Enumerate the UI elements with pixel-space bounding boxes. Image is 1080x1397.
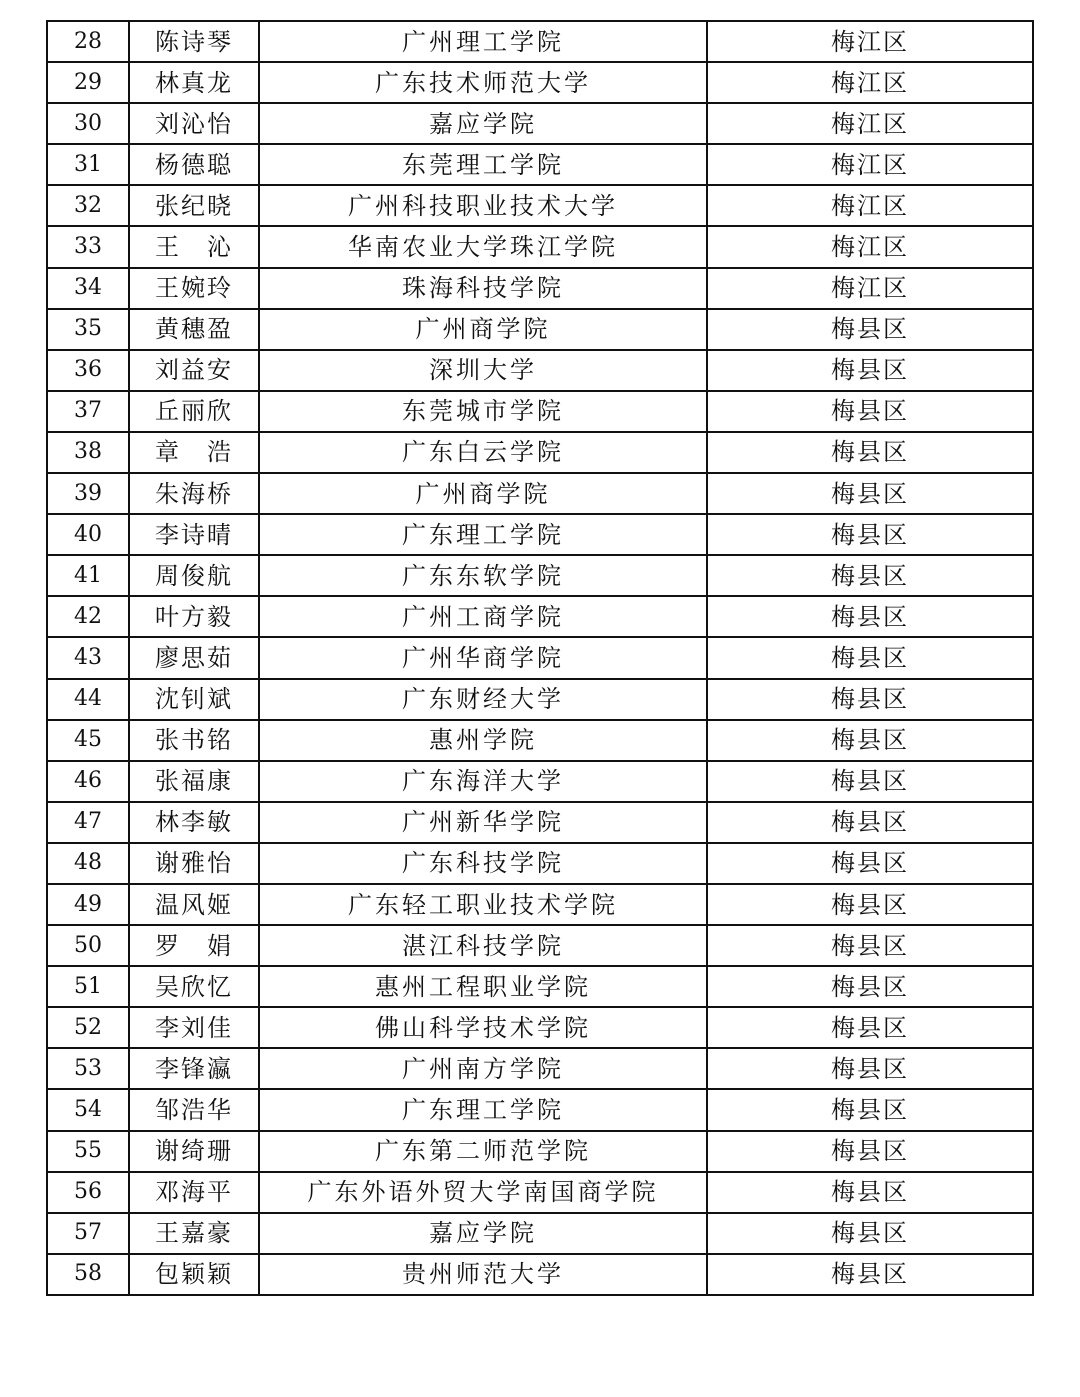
row-number-cell: 58 bbox=[47, 1254, 129, 1295]
table-row bbox=[47, 720, 1033, 761]
row-number-cell: 56 bbox=[47, 1172, 129, 1213]
school-cell: 嘉应学院 bbox=[259, 1213, 707, 1254]
student-name-cell: 吴欣忆 bbox=[129, 966, 259, 1007]
table-row bbox=[47, 103, 1033, 144]
school-cell: 广东第二师范学院 bbox=[259, 1131, 707, 1172]
table-row bbox=[47, 925, 1033, 966]
school-cell: 广州理工学院 bbox=[259, 21, 707, 62]
school-cell: 惠州学院 bbox=[259, 720, 707, 761]
table-row bbox=[47, 1089, 1033, 1130]
row-number-cell: 33 bbox=[47, 226, 129, 267]
row-number-cell: 57 bbox=[47, 1213, 129, 1254]
school-cell: 广东外语外贸大学南国商学院 bbox=[259, 1172, 707, 1213]
row-number-cell: 29 bbox=[47, 62, 129, 103]
district-cell: 梅县区 bbox=[707, 596, 1033, 637]
school-cell: 广东理工学院 bbox=[259, 514, 707, 555]
row-number-cell: 50 bbox=[47, 925, 129, 966]
district-cell: 梅县区 bbox=[707, 350, 1033, 391]
student-name-cell: 邓海平 bbox=[129, 1172, 259, 1213]
table-row bbox=[47, 309, 1033, 350]
school-cell: 深圳大学 bbox=[259, 350, 707, 391]
row-number-cell: 38 bbox=[47, 432, 129, 473]
district-cell: 梅县区 bbox=[707, 761, 1033, 802]
district-cell: 梅县区 bbox=[707, 514, 1033, 555]
table-row bbox=[47, 514, 1033, 555]
school-cell: 东莞城市学院 bbox=[259, 391, 707, 432]
row-number-cell: 45 bbox=[47, 720, 129, 761]
district-cell: 梅县区 bbox=[707, 637, 1033, 678]
district-cell: 梅县区 bbox=[707, 679, 1033, 720]
table-row bbox=[47, 350, 1033, 391]
student-name-cell: 黄穗盈 bbox=[129, 309, 259, 350]
student-name-cell: 刘沁怡 bbox=[129, 103, 259, 144]
table-row bbox=[47, 1131, 1033, 1172]
student-name-cell: 李刘佳 bbox=[129, 1007, 259, 1048]
table-row bbox=[47, 555, 1033, 596]
school-cell: 广东轻工职业技术学院 bbox=[259, 884, 707, 925]
district-cell: 梅县区 bbox=[707, 802, 1033, 843]
school-cell: 广州商学院 bbox=[259, 473, 707, 514]
student-name-cell: 沈钊斌 bbox=[129, 679, 259, 720]
student-name-cell: 杨德聪 bbox=[129, 144, 259, 185]
district-cell: 梅江区 bbox=[707, 103, 1033, 144]
row-number-cell: 43 bbox=[47, 637, 129, 678]
table-row bbox=[47, 843, 1033, 884]
district-cell: 梅县区 bbox=[707, 309, 1033, 350]
table-row bbox=[47, 761, 1033, 802]
table-row bbox=[47, 802, 1033, 843]
school-cell: 广东技术师范大学 bbox=[259, 62, 707, 103]
row-number-cell: 39 bbox=[47, 473, 129, 514]
student-name-cell: 张书铭 bbox=[129, 720, 259, 761]
student-name-cell: 李锋瀛 bbox=[129, 1048, 259, 1089]
table-row bbox=[47, 1254, 1033, 1295]
table-row bbox=[47, 62, 1033, 103]
row-number-cell: 53 bbox=[47, 1048, 129, 1089]
school-cell: 广州新华学院 bbox=[259, 802, 707, 843]
roster-table-body bbox=[47, 21, 1033, 1295]
school-cell: 珠海科技学院 bbox=[259, 268, 707, 309]
district-cell: 梅江区 bbox=[707, 226, 1033, 267]
table-row bbox=[47, 679, 1033, 720]
row-number-cell: 31 bbox=[47, 144, 129, 185]
district-cell: 梅县区 bbox=[707, 925, 1033, 966]
table-row bbox=[47, 268, 1033, 309]
student-name-cell: 谢雅怡 bbox=[129, 843, 259, 884]
student-name-cell: 叶方毅 bbox=[129, 596, 259, 637]
school-cell: 广东科技学院 bbox=[259, 843, 707, 884]
district-cell: 梅县区 bbox=[707, 1007, 1033, 1048]
school-cell: 广州工商学院 bbox=[259, 596, 707, 637]
student-name-cell: 廖思茹 bbox=[129, 637, 259, 678]
table-row bbox=[47, 1048, 1033, 1089]
school-cell: 嘉应学院 bbox=[259, 103, 707, 144]
student-name-cell: 谢绮珊 bbox=[129, 1131, 259, 1172]
table-row bbox=[47, 21, 1033, 62]
table-row bbox=[47, 966, 1033, 1007]
student-name-cell: 章 浩 bbox=[129, 432, 259, 473]
student-name-cell: 王嘉豪 bbox=[129, 1213, 259, 1254]
district-cell: 梅县区 bbox=[707, 720, 1033, 761]
school-cell: 华南农业大学珠江学院 bbox=[259, 226, 707, 267]
school-cell: 惠州工程职业学院 bbox=[259, 966, 707, 1007]
district-cell: 梅县区 bbox=[707, 966, 1033, 1007]
district-cell: 梅县区 bbox=[707, 1172, 1033, 1213]
table-row bbox=[47, 391, 1033, 432]
row-number-cell: 44 bbox=[47, 679, 129, 720]
district-cell: 梅县区 bbox=[707, 1048, 1033, 1089]
table-row bbox=[47, 1213, 1033, 1254]
district-cell: 梅江区 bbox=[707, 21, 1033, 62]
table-row bbox=[47, 473, 1033, 514]
district-cell: 梅县区 bbox=[707, 1089, 1033, 1130]
school-cell: 广东白云学院 bbox=[259, 432, 707, 473]
district-cell: 梅江区 bbox=[707, 144, 1033, 185]
student-name-cell: 温风姬 bbox=[129, 884, 259, 925]
student-name-cell: 李诗晴 bbox=[129, 514, 259, 555]
student-name-cell: 陈诗琴 bbox=[129, 21, 259, 62]
table-row bbox=[47, 185, 1033, 226]
row-number-cell: 55 bbox=[47, 1131, 129, 1172]
student-name-cell: 包颖颖 bbox=[129, 1254, 259, 1295]
row-number-cell: 49 bbox=[47, 884, 129, 925]
district-cell: 梅江区 bbox=[707, 62, 1033, 103]
roster-table bbox=[46, 20, 1034, 1296]
table-row bbox=[47, 144, 1033, 185]
student-name-cell: 邹浩华 bbox=[129, 1089, 259, 1130]
table-row bbox=[47, 884, 1033, 925]
district-cell: 梅江区 bbox=[707, 268, 1033, 309]
row-number-cell: 48 bbox=[47, 843, 129, 884]
row-number-cell: 51 bbox=[47, 966, 129, 1007]
table-row bbox=[47, 1172, 1033, 1213]
school-cell: 湛江科技学院 bbox=[259, 925, 707, 966]
row-number-cell: 37 bbox=[47, 391, 129, 432]
school-cell: 广东东软学院 bbox=[259, 555, 707, 596]
school-cell: 贵州师范大学 bbox=[259, 1254, 707, 1295]
district-cell: 梅县区 bbox=[707, 843, 1033, 884]
district-cell: 梅县区 bbox=[707, 432, 1033, 473]
table-row bbox=[47, 226, 1033, 267]
table-row bbox=[47, 1007, 1033, 1048]
row-number-cell: 42 bbox=[47, 596, 129, 637]
row-number-cell: 46 bbox=[47, 761, 129, 802]
school-cell: 广州科技职业技术大学 bbox=[259, 185, 707, 226]
school-cell: 东莞理工学院 bbox=[259, 144, 707, 185]
school-cell: 广州华商学院 bbox=[259, 637, 707, 678]
student-name-cell: 丘丽欣 bbox=[129, 391, 259, 432]
student-name-cell: 周俊航 bbox=[129, 555, 259, 596]
district-cell: 梅县区 bbox=[707, 1213, 1033, 1254]
row-number-cell: 30 bbox=[47, 103, 129, 144]
student-name-cell: 张纪晓 bbox=[129, 185, 259, 226]
row-number-cell: 40 bbox=[47, 514, 129, 555]
district-cell: 梅县区 bbox=[707, 1131, 1033, 1172]
student-name-cell: 罗 娟 bbox=[129, 925, 259, 966]
row-number-cell: 32 bbox=[47, 185, 129, 226]
student-name-cell: 张福康 bbox=[129, 761, 259, 802]
row-number-cell: 28 bbox=[47, 21, 129, 62]
school-cell: 广东财经大学 bbox=[259, 679, 707, 720]
row-number-cell: 35 bbox=[47, 309, 129, 350]
district-cell: 梅县区 bbox=[707, 1254, 1033, 1295]
district-cell: 梅县区 bbox=[707, 884, 1033, 925]
student-name-cell: 王婉玲 bbox=[129, 268, 259, 309]
row-number-cell: 52 bbox=[47, 1007, 129, 1048]
table-row bbox=[47, 596, 1033, 637]
student-name-cell: 林李敏 bbox=[129, 802, 259, 843]
district-cell: 梅县区 bbox=[707, 555, 1033, 596]
school-cell: 广州南方学院 bbox=[259, 1048, 707, 1089]
student-name-cell: 朱海桥 bbox=[129, 473, 259, 514]
table-row bbox=[47, 432, 1033, 473]
row-number-cell: 41 bbox=[47, 555, 129, 596]
district-cell: 梅江区 bbox=[707, 185, 1033, 226]
school-cell: 佛山科学技术学院 bbox=[259, 1007, 707, 1048]
student-name-cell: 王 沁 bbox=[129, 226, 259, 267]
school-cell: 广东海洋大学 bbox=[259, 761, 707, 802]
school-cell: 广东理工学院 bbox=[259, 1089, 707, 1130]
row-number-cell: 34 bbox=[47, 268, 129, 309]
row-number-cell: 54 bbox=[47, 1089, 129, 1130]
district-cell: 梅县区 bbox=[707, 473, 1033, 514]
row-number-cell: 36 bbox=[47, 350, 129, 391]
table-row bbox=[47, 637, 1033, 678]
school-cell: 广州商学院 bbox=[259, 309, 707, 350]
district-cell: 梅县区 bbox=[707, 391, 1033, 432]
student-name-cell: 林真龙 bbox=[129, 62, 259, 103]
row-number-cell: 47 bbox=[47, 802, 129, 843]
student-name-cell: 刘益安 bbox=[129, 350, 259, 391]
